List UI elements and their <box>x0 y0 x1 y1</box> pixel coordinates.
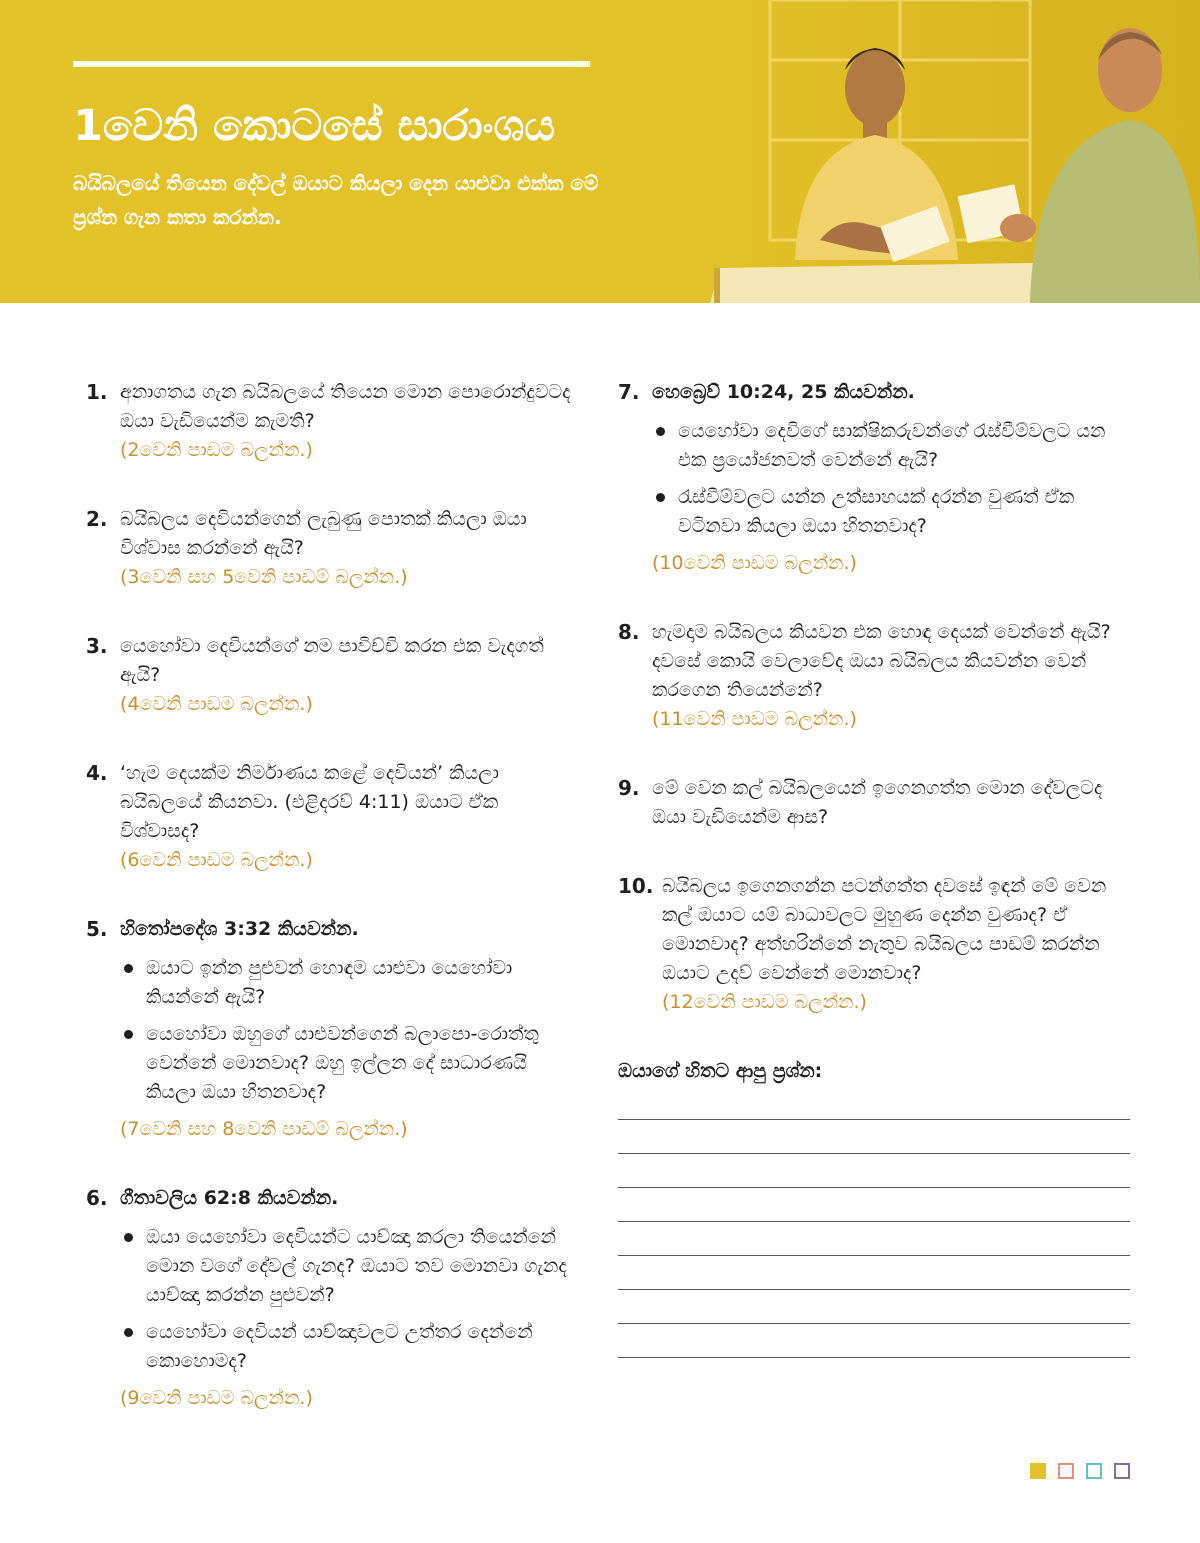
page-subtitle: බයිබලයේ තියෙන දේවල් ඔයාට කියලා දෙන යාළුවා එක්ක මේ ප්‍රශ්න ගැන කතා කරන්න. <box>73 171 599 229</box>
question-text: අනාගතය ගැන බයිබලයේ තියෙන මොන පොරොන්දුවටද ඔයා වැඩියෙන්ම කැමති? <box>120 381 571 432</box>
note-line <box>618 1255 1130 1256</box>
bullet-text: යෙහෝවා ඔහුගේ යාළුවන්ගෙන් බලාපො-රොත්තු වෙන්නේ මොනවාද? ඔහු ඉල්ලන දේ සාධාරණයි කියලා ඔයා හිතනවාද? <box>146 1023 539 1103</box>
filled-square-icon <box>1030 1463 1046 1479</box>
bullet-icon <box>124 1328 133 1337</box>
bullet-list <box>120 1223 576 1376</box>
note-line <box>618 1187 1130 1188</box>
lesson-reference: (2වෙනි පාඩම බලන්න.) <box>120 439 313 461</box>
bullet-icon <box>124 1233 133 1242</box>
question-text: හැමදාම බයිබලය කියවන එක හොඳ දෙයක් වෙන්නේ ඇයි? දවසේ කොයි වෙලාවේද ඔයා බයිබලය කියවන්න වෙන් කරගෙන තියෙන්නේ? <box>652 621 1111 701</box>
question-8 <box>618 618 1138 734</box>
note-line <box>618 1289 1130 1290</box>
question-text: බයිබලය ඉගෙනගන්න පටන්ගත්ත දවසේ ඉඳන් මේ වෙන කල් ඔයාට යම් බාධාවලට මුහුණ දෙන්න වුණාද? ඒ මොනවාද? අත්හරින්නේ නැතුව බයිබලය පාඩම් කරන්න ඔයාට උදව් වෙන්නේ මොනවාද? <box>662 875 1107 984</box>
question-number: 9. <box>618 776 640 800</box>
note-lines <box>618 1119 1138 1358</box>
question-7 <box>618 378 1138 578</box>
lesson-reference: (12වෙනි පාඩම බලන්න.) <box>662 991 867 1013</box>
question-5 <box>86 915 576 1144</box>
page-title: 1වෙනි කොටසේ සාරාංශය <box>73 101 556 151</box>
question-number: 3. <box>86 634 108 658</box>
outline-square-icon <box>1114 1463 1130 1479</box>
question-number: 5. <box>86 917 108 941</box>
question-text: මේ වෙන කල් බයිබලයෙන් ඉගෙනගත්ත මොන දේවලටද ඔයා වැඩියෙන්ම ආස? <box>652 777 1103 828</box>
outline-square-icon <box>1086 1463 1102 1479</box>
scripture-heading: හිතෝපදේශ 3:32 කියවන්න. <box>120 918 359 940</box>
bible-study-illustration <box>700 0 1200 303</box>
right-column <box>618 378 1138 1358</box>
question-number: 4. <box>86 761 108 785</box>
question-number: 7. <box>618 380 640 404</box>
question-6 <box>86 1184 576 1413</box>
note-line <box>618 1119 1130 1120</box>
left-column <box>86 378 576 1453</box>
header-banner <box>0 0 1200 303</box>
lesson-reference: (6වෙනි පාඩම බලන්න.) <box>120 849 313 871</box>
bullet-icon <box>124 1030 133 1039</box>
question-text: බයිබලය දෙවියන්ගෙන් ලැබුණු පොතක් කියලා ඔයා විශ්වාස කරන්නේ ඇයි? <box>120 508 527 559</box>
question-1 <box>86 378 576 465</box>
bullet-list <box>652 417 1138 541</box>
color-squares-decoration <box>1030 1463 1137 1481</box>
question-number: 8. <box>618 620 640 644</box>
bullet-text: යෙහෝවා දෙවිගේ සාක්ෂිකරුවන්ගේ රැස්වීම්වලට යන එක ප්‍රයෝජනවත් වෙන්නේ ඇයි? <box>678 420 1106 471</box>
notes-label: ඔයාගේ හිතට ආපු ප්‍රශ්න: <box>618 1060 823 1082</box>
lesson-reference: (4වෙනි පාඩම බලන්න.) <box>120 693 313 715</box>
question-4 <box>86 759 576 875</box>
question-2 <box>86 505 576 592</box>
outline-square-icon <box>1058 1463 1074 1479</box>
question-10 <box>618 872 1138 1017</box>
bullet-icon <box>656 427 665 436</box>
note-line <box>618 1323 1130 1324</box>
question-text: යෙහෝවා දෙවියන්ගේ නම පාවිච්චි කරන එක වැදගත් ඇයි? <box>120 635 544 686</box>
question-number: 10. <box>618 874 654 898</box>
header-rule <box>73 61 590 67</box>
bullet-item <box>652 417 1138 475</box>
bullet-text: ඔයාට ඉන්න පුළුවන් හොඳම යාළුවා යෙහෝවා කියන්නේ ඇයි? <box>146 957 513 1008</box>
lesson-reference: (3වෙනි සහ 5වෙනි පාඩම් බලන්න.) <box>120 566 408 588</box>
bullet-text: ඔයා යෙහෝවා දෙවියන්ට යාච්ඤා කරලා තියෙන්නේ මොන වගේ දේවල් ගැනද? ඔයාට තව මොනවා ගැනද යාච්ඤා කරන්න පුළුවන්? <box>146 1226 567 1306</box>
lesson-reference: (11වෙනි පාඩම බලන්න.) <box>652 708 857 730</box>
notes-section <box>618 1057 1138 1358</box>
question-9 <box>618 774 1138 832</box>
question-number: 2. <box>86 507 108 531</box>
question-number: 6. <box>86 1186 108 1210</box>
question-text: ‘හැම දෙයක්ම නිර්මාණය කළේ දෙවියන්’ කියලා බයිබලයේ කියනවා. (එළිදරව් 4:11) ඔයාට ඒක විශ්වාසද? <box>120 762 499 842</box>
bullet-item <box>120 1020 576 1107</box>
scripture-heading: ගීතාවලිය 62:8 කියවන්න. <box>120 1187 339 1209</box>
question-number: 1. <box>86 380 108 404</box>
bullet-icon <box>656 493 665 502</box>
bullet-text: රැස්වීම්වලට යන්න උත්සාහයක් දරන්න වුණත් ඒක වටිනවා කියලා ඔයා හිතනවාද? <box>678 486 1075 537</box>
note-line <box>618 1153 1130 1154</box>
bullet-text: යෙහෝවා දෙවියන් යාච්ඤාවලට උත්තර දෙන්නේ කොහොමද? <box>146 1321 533 1372</box>
lesson-reference: (9වෙනි පාඩම බලන්න.) <box>120 1387 313 1409</box>
lesson-reference: (10වෙනි පාඩම බලන්න.) <box>652 552 857 574</box>
bullet-list <box>120 954 576 1107</box>
scripture-heading: හෙබ්‍රෙව් 10:24, 25 කියවන්න. <box>652 381 915 403</box>
bullet-item <box>652 483 1138 541</box>
bullet-item <box>120 1318 576 1376</box>
note-line <box>618 1221 1130 1222</box>
note-line <box>618 1357 1130 1358</box>
bullet-item <box>120 954 576 1012</box>
question-3 <box>86 632 576 719</box>
bullet-icon <box>124 964 133 973</box>
lesson-reference: (7වෙනි සහ 8වෙනි පාඩම් බලන්න.) <box>120 1118 408 1140</box>
bullet-item <box>120 1223 576 1310</box>
